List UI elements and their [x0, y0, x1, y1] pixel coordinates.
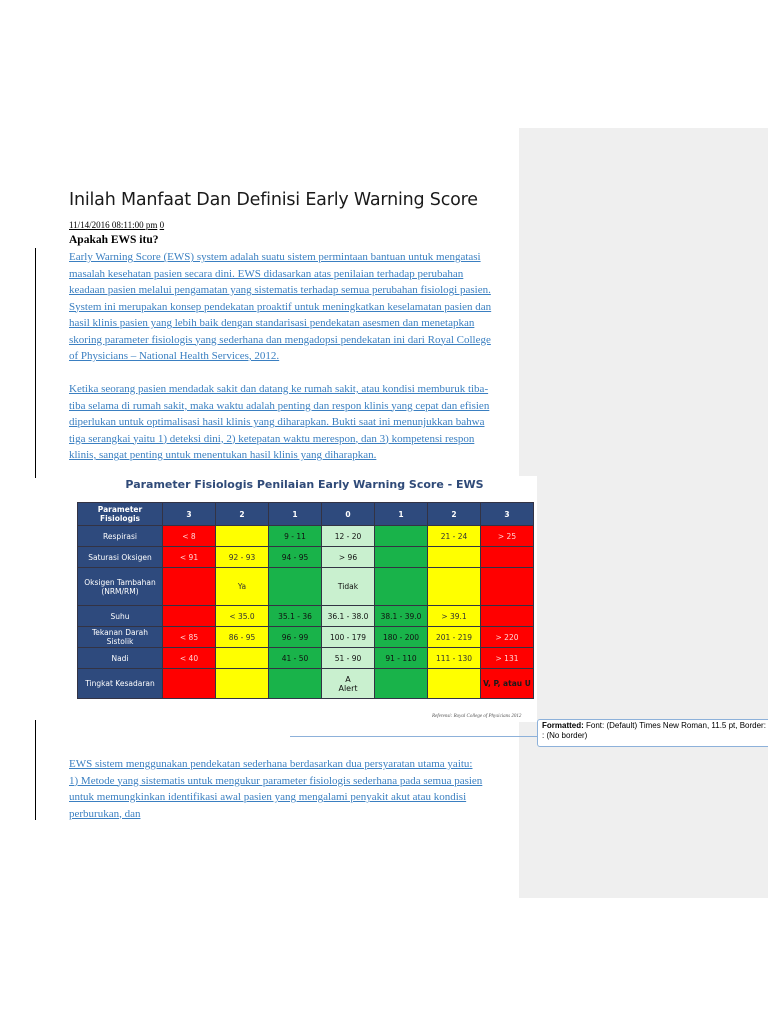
- ews-table-image: [72, 476, 537, 722]
- row-label: Suhu: [78, 606, 163, 627]
- text-line: EWS sistem menggunakan pendekatan sederhana berdasarkan dua persyaratan utama yaitu:: [69, 758, 473, 770]
- table-row: [78, 627, 534, 648]
- table-cell: [375, 669, 428, 699]
- header-cell: 2: [428, 503, 481, 526]
- table-cell: [375, 526, 428, 547]
- table-cell: 41 - 50: [269, 648, 322, 669]
- table-cell: 38.1 - 39.0: [375, 606, 428, 627]
- table-cell: 91 - 110: [375, 648, 428, 669]
- header-cell: 0: [322, 503, 375, 526]
- table-cell: 35.1 - 36: [269, 606, 322, 627]
- text-line: untuk memungkinkan identifikasi awal pasien yang mengalami penyakit akut atau kondisi: [69, 791, 467, 803]
- table-cell: [481, 606, 534, 627]
- table-cell: 21 - 24: [428, 526, 481, 547]
- comment-label: Formatted:: [542, 721, 584, 730]
- header-cell: 1: [269, 503, 322, 526]
- table-cell: < 35.0: [216, 606, 269, 627]
- row-label: Nadi: [78, 648, 163, 669]
- table-cell: < 8: [163, 526, 216, 547]
- table-cell: 94 - 95: [269, 547, 322, 568]
- text-line: tiba selama di rumah sakit, maka waktu adalah penting dan respon klinis yang cepat dan efisien: [69, 399, 490, 412]
- text-line: 1) Metode yang sistematis untuk mengukur parameter fisiologis sederhana pada semua pasien: [69, 774, 483, 787]
- comment-count[interactable]: 0: [159, 220, 165, 230]
- paragraph-importance: [69, 381, 489, 464]
- header-cell: 3: [163, 503, 216, 526]
- table-cell: 86 - 95: [216, 627, 269, 648]
- text-line: diperlukan untuk optimalisasi hasil klinis yang diharapkan. Bukti saat ini menunjukkan bahwa: [69, 416, 485, 428]
- comment-connector-line: [290, 736, 537, 737]
- table-cell: Ya: [216, 568, 269, 606]
- table-cell: [163, 568, 216, 606]
- table-cell: 111 - 130: [428, 648, 481, 669]
- change-bar: [35, 720, 36, 820]
- page-title: Inilah Manfaat Dan Definisi Early Warning Score: [69, 190, 478, 210]
- table-cell: [216, 669, 269, 699]
- table-row: [78, 606, 534, 627]
- table-row: [78, 568, 534, 606]
- table-cell: < 40: [163, 648, 216, 669]
- table-cell: [269, 669, 322, 699]
- table-cell: > 39.1: [428, 606, 481, 627]
- text-line: perburukan, dan: [69, 807, 141, 820]
- text-line: keadaan pasien melalui pengamatan yang sistematis terhadap semua perubahan fisiologi pasien.: [69, 284, 491, 296]
- paragraph-requirements: [69, 756, 482, 822]
- table-cell: 201 - 219: [428, 627, 481, 648]
- table-row: [78, 669, 534, 699]
- post-meta: [69, 220, 164, 230]
- table-cell: 180 - 200: [375, 627, 428, 648]
- text-line: masalah kesehatan pasien secara dini. EWS didasarkan atas penilaian terhadap perubahan: [69, 267, 464, 280]
- table-cell: [481, 547, 534, 568]
- comment-text: Font: (Default) Times New Roman, 11.5 pt, Border: : (No border): [542, 721, 766, 740]
- table-cell: > 96: [322, 547, 375, 568]
- table-cell: 100 - 179: [322, 627, 375, 648]
- header-cell: 2: [216, 503, 269, 526]
- table-cell: [216, 526, 269, 547]
- post-date[interactable]: 11/14/2016 08:11:00 pm: [69, 220, 158, 230]
- row-label: Saturasi Oksigen: [78, 547, 163, 568]
- table-cell: [428, 669, 481, 699]
- text-line: skoring parameter fisiologis yang sederhana dan mengadopsi pendekatan ini dari Royal College: [69, 333, 491, 346]
- table-header-row: [78, 503, 534, 526]
- table-row: [78, 547, 534, 568]
- text-line: of Physicians – National Health Services, 2012.: [69, 350, 280, 362]
- header-cell: 3: [481, 503, 534, 526]
- text-line: Ketika seorang pasien mendadak sakit dan datang ke rumah sakit, atau kondisi memburuk tiba-: [69, 383, 489, 395]
- table-cell: 36.1 - 38.0: [322, 606, 375, 627]
- formatting-comment-balloon[interactable]: [537, 719, 768, 747]
- ews-table-title: Parameter Fisiologis Penilaian Early Warning Score - EWS: [125, 478, 484, 491]
- header-cell: 1: [375, 503, 428, 526]
- table-cell: [375, 547, 428, 568]
- table-cell: [428, 547, 481, 568]
- table-reference: Referensi: Royal College of Physicians 2012: [432, 714, 522, 719]
- text-line: Early Warning Score (EWS) system adalah suatu sistem permintaan bantuan untuk mengatasi: [69, 251, 481, 263]
- table-cell: [269, 568, 322, 606]
- text-line: klinis, sangat penting untuk menentukan hasil klinis yang diharapkan.: [69, 449, 377, 461]
- table-cell: 92 - 93: [216, 547, 269, 568]
- table-cell: V, P, atau U: [481, 669, 534, 699]
- table-cell: 51 - 90: [322, 648, 375, 669]
- header-cell: Parameter Fisiologis: [78, 503, 163, 526]
- row-label: Tekanan Darah Sistolik: [78, 627, 163, 648]
- table-cell: A Alert: [322, 669, 375, 699]
- text-line: tiga serangkai yaitu 1) deteksi dini, 2) ketepatan waktu merespon, dan 3) kompetensi respon: [69, 432, 475, 445]
- table-cell: 9 - 11: [269, 526, 322, 547]
- table-cell: < 91: [163, 547, 216, 568]
- table-cell: [163, 669, 216, 699]
- table-cell: > 131: [481, 648, 534, 669]
- comment-margin-pane: [519, 128, 768, 898]
- table-cell: < 85: [163, 627, 216, 648]
- table-cell: > 25: [481, 526, 534, 547]
- paragraph-definition: [69, 249, 491, 365]
- table-cell: [428, 568, 481, 606]
- text-line: System ini merupakan konsep pendekatan proaktif untuk meningkatkan keselamatan pasien dan: [69, 300, 492, 313]
- table-cell: [375, 568, 428, 606]
- row-label: Respirasi: [78, 526, 163, 547]
- table-cell: [216, 648, 269, 669]
- text-line: hasil klinis pasien yang lebih baik dengan standarisasi pendekatan asesmen dan menetapkan: [69, 317, 475, 329]
- table-row: [78, 526, 534, 547]
- table-cell: [481, 568, 534, 606]
- row-label: Oksigen Tambahan (NRM/RM): [78, 568, 163, 606]
- table-cell: 12 - 20: [322, 526, 375, 547]
- table-row: [78, 648, 534, 669]
- table-cell: [163, 606, 216, 627]
- section-heading: Apakah EWS itu?: [69, 234, 159, 246]
- table-cell: 96 - 99: [269, 627, 322, 648]
- table-cell: > 220: [481, 627, 534, 648]
- table-cell: Tidak: [322, 568, 375, 606]
- row-label: Tingkat Kesadaran: [78, 669, 163, 699]
- change-bar: [35, 248, 36, 478]
- ews-table: [77, 502, 534, 699]
